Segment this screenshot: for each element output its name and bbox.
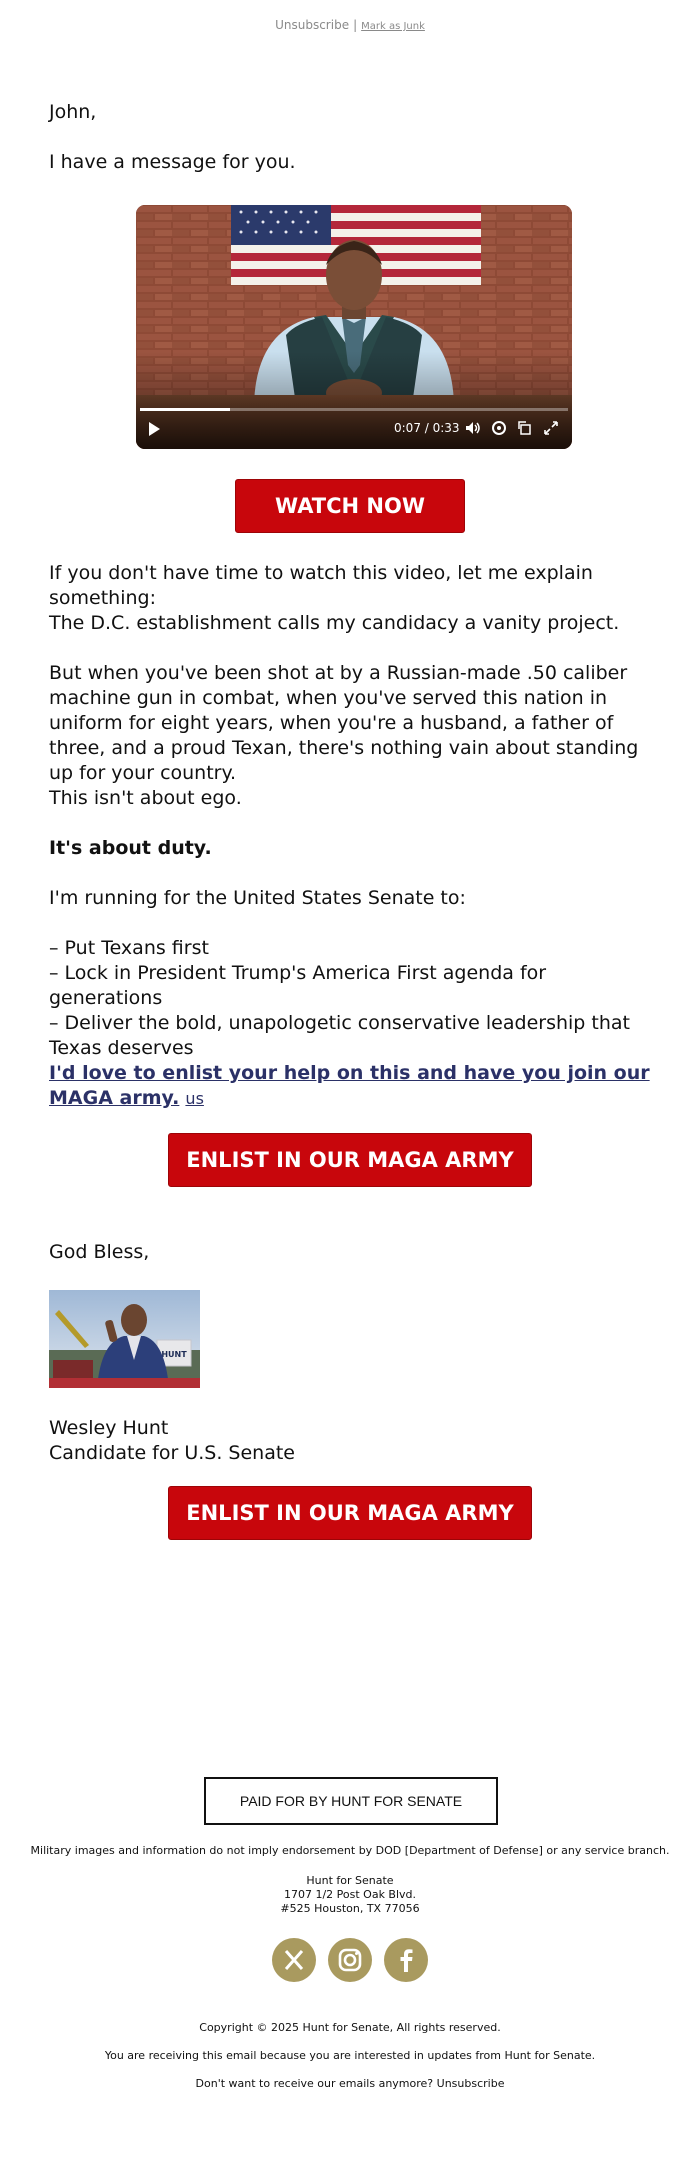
military-disclaimer: Military images and information do not imply endorsement by DOD [Department of Defense] or any service branch.: [30, 1844, 670, 1857]
email-header-bar: [0, 18, 700, 32]
video-thumbnail: [136, 205, 572, 449]
list-item: – Deliver the bold, unapologetic conservative leadership that Texas deserves: [49, 1012, 630, 1059]
enlist-button-top[interactable]: ENLIST IN OUR MAGA ARMY: [168, 1133, 532, 1187]
org-name: Hunt for Senate: [306, 1874, 394, 1887]
facebook-icon[interactable]: [384, 1938, 428, 1982]
volume-icon[interactable]: [464, 419, 482, 437]
video-time: 0:07 / 0:33: [394, 421, 460, 435]
paragraph-service: But when you've been shot at by a Russian-made .50 caliber machine gun in combat, when you've served this nation in uniform for eight years, when you're a husband, a father of three, and a proud Texan, there's nothing vain about standing up for your country.: [49, 662, 639, 784]
list-item: – Put Texans first: [49, 937, 209, 959]
rotate-icon[interactable]: [516, 419, 534, 437]
instagram-icon[interactable]: [328, 1938, 372, 1982]
signoff: God Bless,: [49, 1241, 150, 1263]
photo-sign-text: HUNT: [161, 1350, 187, 1359]
candidate-title: Candidate for U.S. Senate: [49, 1442, 295, 1464]
mark-as-junk-link[interactable]: Mark as Junk: [361, 21, 425, 32]
priorities-list: [49, 936, 659, 1061]
enlist-help-link-suffix[interactable]: us: [185, 1089, 204, 1108]
unsubscribe-link-bottom[interactable]: Unsubscribe: [436, 2077, 505, 2090]
video-progress-fill: [140, 408, 230, 411]
list-item: – Lock in President Trump's America First agenda for generations: [49, 962, 547, 1009]
watch-now-button[interactable]: WATCH NOW: [235, 479, 465, 533]
paragraph-vanity: The D.C. establishment calls my candidacy a vanity project.: [49, 612, 620, 634]
dont-want-text: Don't want to receive our emails anymore?: [195, 2077, 434, 2090]
candidate-photo: [49, 1290, 200, 1388]
receiving-notice: You are receiving this email because you are interested in updates from Hunt for Senate.: [104, 2049, 596, 2062]
fullscreen-icon[interactable]: [542, 419, 560, 437]
paragraph-explain: If you don't have time to watch this video, let me explain something:: [49, 562, 593, 609]
paid-for-box: PAID FOR BY HUNT FOR SENATE: [204, 1777, 498, 1825]
play-icon[interactable]: [146, 419, 162, 439]
x-icon[interactable]: [272, 1938, 316, 1982]
settings-gear-icon[interactable]: [490, 419, 508, 437]
video-player[interactable]: [136, 205, 572, 449]
unsubscribe-link-top[interactable]: Unsubscribe: [275, 18, 350, 32]
candidate-name: Wesley Hunt: [49, 1417, 169, 1439]
copyright: Copyright © 2025 Hunt for Senate, All rights reserved.: [199, 2021, 501, 2034]
paragraph-duty: It's about duty.: [49, 837, 212, 859]
enlist-button-bottom[interactable]: ENLIST IN OUR MAGA ARMY: [168, 1486, 532, 1540]
unsubscribe-line: [0, 2077, 700, 2090]
address-line-2: #525 Houston, TX 77056: [280, 1902, 420, 1915]
enlist-help-link-block: [49, 1061, 654, 1111]
greeting: John,: [49, 101, 97, 123]
paragraph-running: I'm running for the United States Senate to:: [49, 887, 466, 909]
intro-line: I have a message for you.: [49, 151, 296, 173]
paragraph-ego: This isn't about ego.: [49, 787, 242, 809]
video-progress-track[interactable]: [140, 408, 568, 411]
enlist-help-link[interactable]: I'd love to enlist your help on this and have you join our MAGA army.: [49, 1062, 650, 1109]
header-separator: |: [353, 18, 358, 32]
address-line-1: 1707 1/2 Post Oak Blvd.: [283, 1888, 417, 1901]
